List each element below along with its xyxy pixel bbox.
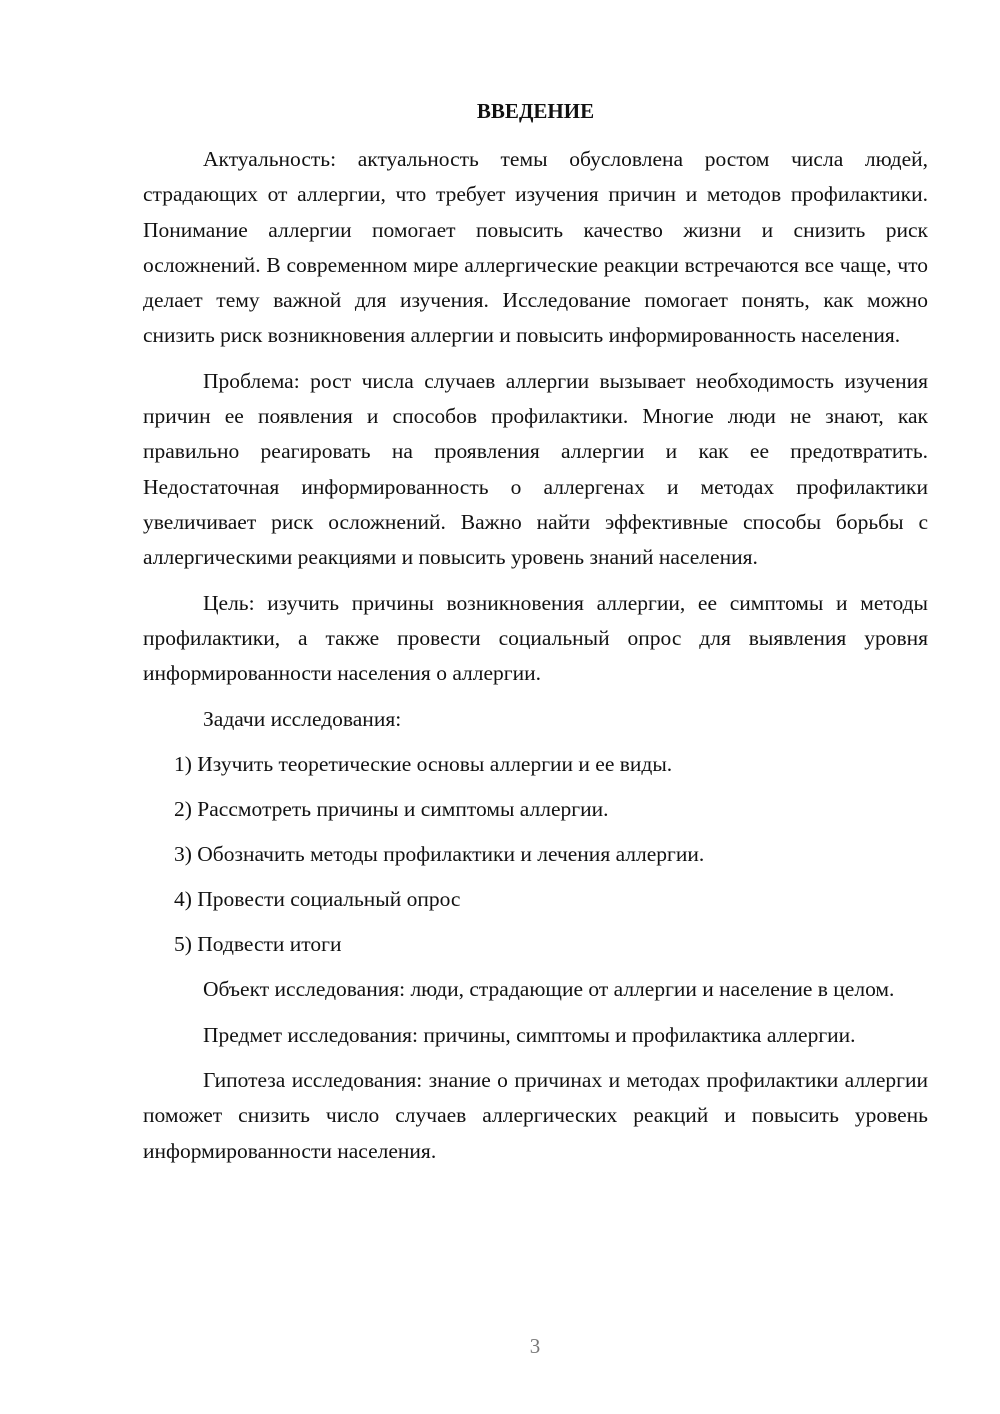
task-item-3: 3) Обозначить методы профилактики и лечения аллергии. bbox=[174, 842, 705, 867]
hypothesis-paragraph: Гипотеза исследования: знание о причинах и методах профилактики аллергии поможет снизить число случаев аллергических реакций и повысить уровень информированности населения. bbox=[143, 1068, 928, 1163]
relevance-paragraph: Актуальность: актуальность темы обусловлена ростом числа людей, страдающих от аллергии, что требует изучения причин и методов профилактики. Понимание аллергии помогает повысить качество жизни и снизить риск осложнений. В современном мире аллергические реакции встречаются все чаще, что делает тему важной для изучения. Исследование помогает понять, как можно снизить риск возникновения аллергии и повысить информированность населения. bbox=[143, 147, 928, 348]
tasks-list bbox=[143, 747, 928, 962]
task-item-2: 2) Рассмотреть причины и симптомы аллергии. bbox=[174, 797, 609, 822]
task-item-1: 1) Изучить теоретические основы аллергии и ее виды. bbox=[174, 752, 673, 777]
object-paragraph: Объект исследования: люди, страдающие от аллергии и население в целом. bbox=[203, 977, 895, 1002]
document-page bbox=[143, 94, 928, 1179]
page-number: 3 bbox=[529, 1334, 541, 1358]
page-title: ВВЕДЕНИЕ bbox=[476, 99, 595, 123]
problem-paragraph: Проблема: рост числа случаев аллергии вызывает необходимость изучения причин ее появления и способов профилактики. Многие люди не знают, как правильно реагировать на проявления аллергии и как ее предотвратить. Недостаточная информированность о аллергенах и методах профилактики увеличивает риск осложнений. Важно найти эффективные способы борьбы с аллергическими реакциями и повысить уровень знаний населения. bbox=[143, 368, 928, 570]
task-item-4: 4) Провести социальный опрос bbox=[174, 887, 461, 912]
task-item-5: 5) Подвести итоги bbox=[174, 932, 342, 957]
subject-paragraph: Предмет исследования: причины, симптомы и профилактика аллергии. bbox=[203, 1022, 856, 1047]
goal-paragraph: Цель: изучить причины возникновения аллергии, ее симптомы и методы профилактики, а также провести социальный опрос для выявления уровня информированности населения о аллергии. bbox=[143, 590, 928, 686]
tasks-heading: Задачи исследования: bbox=[203, 707, 402, 732]
